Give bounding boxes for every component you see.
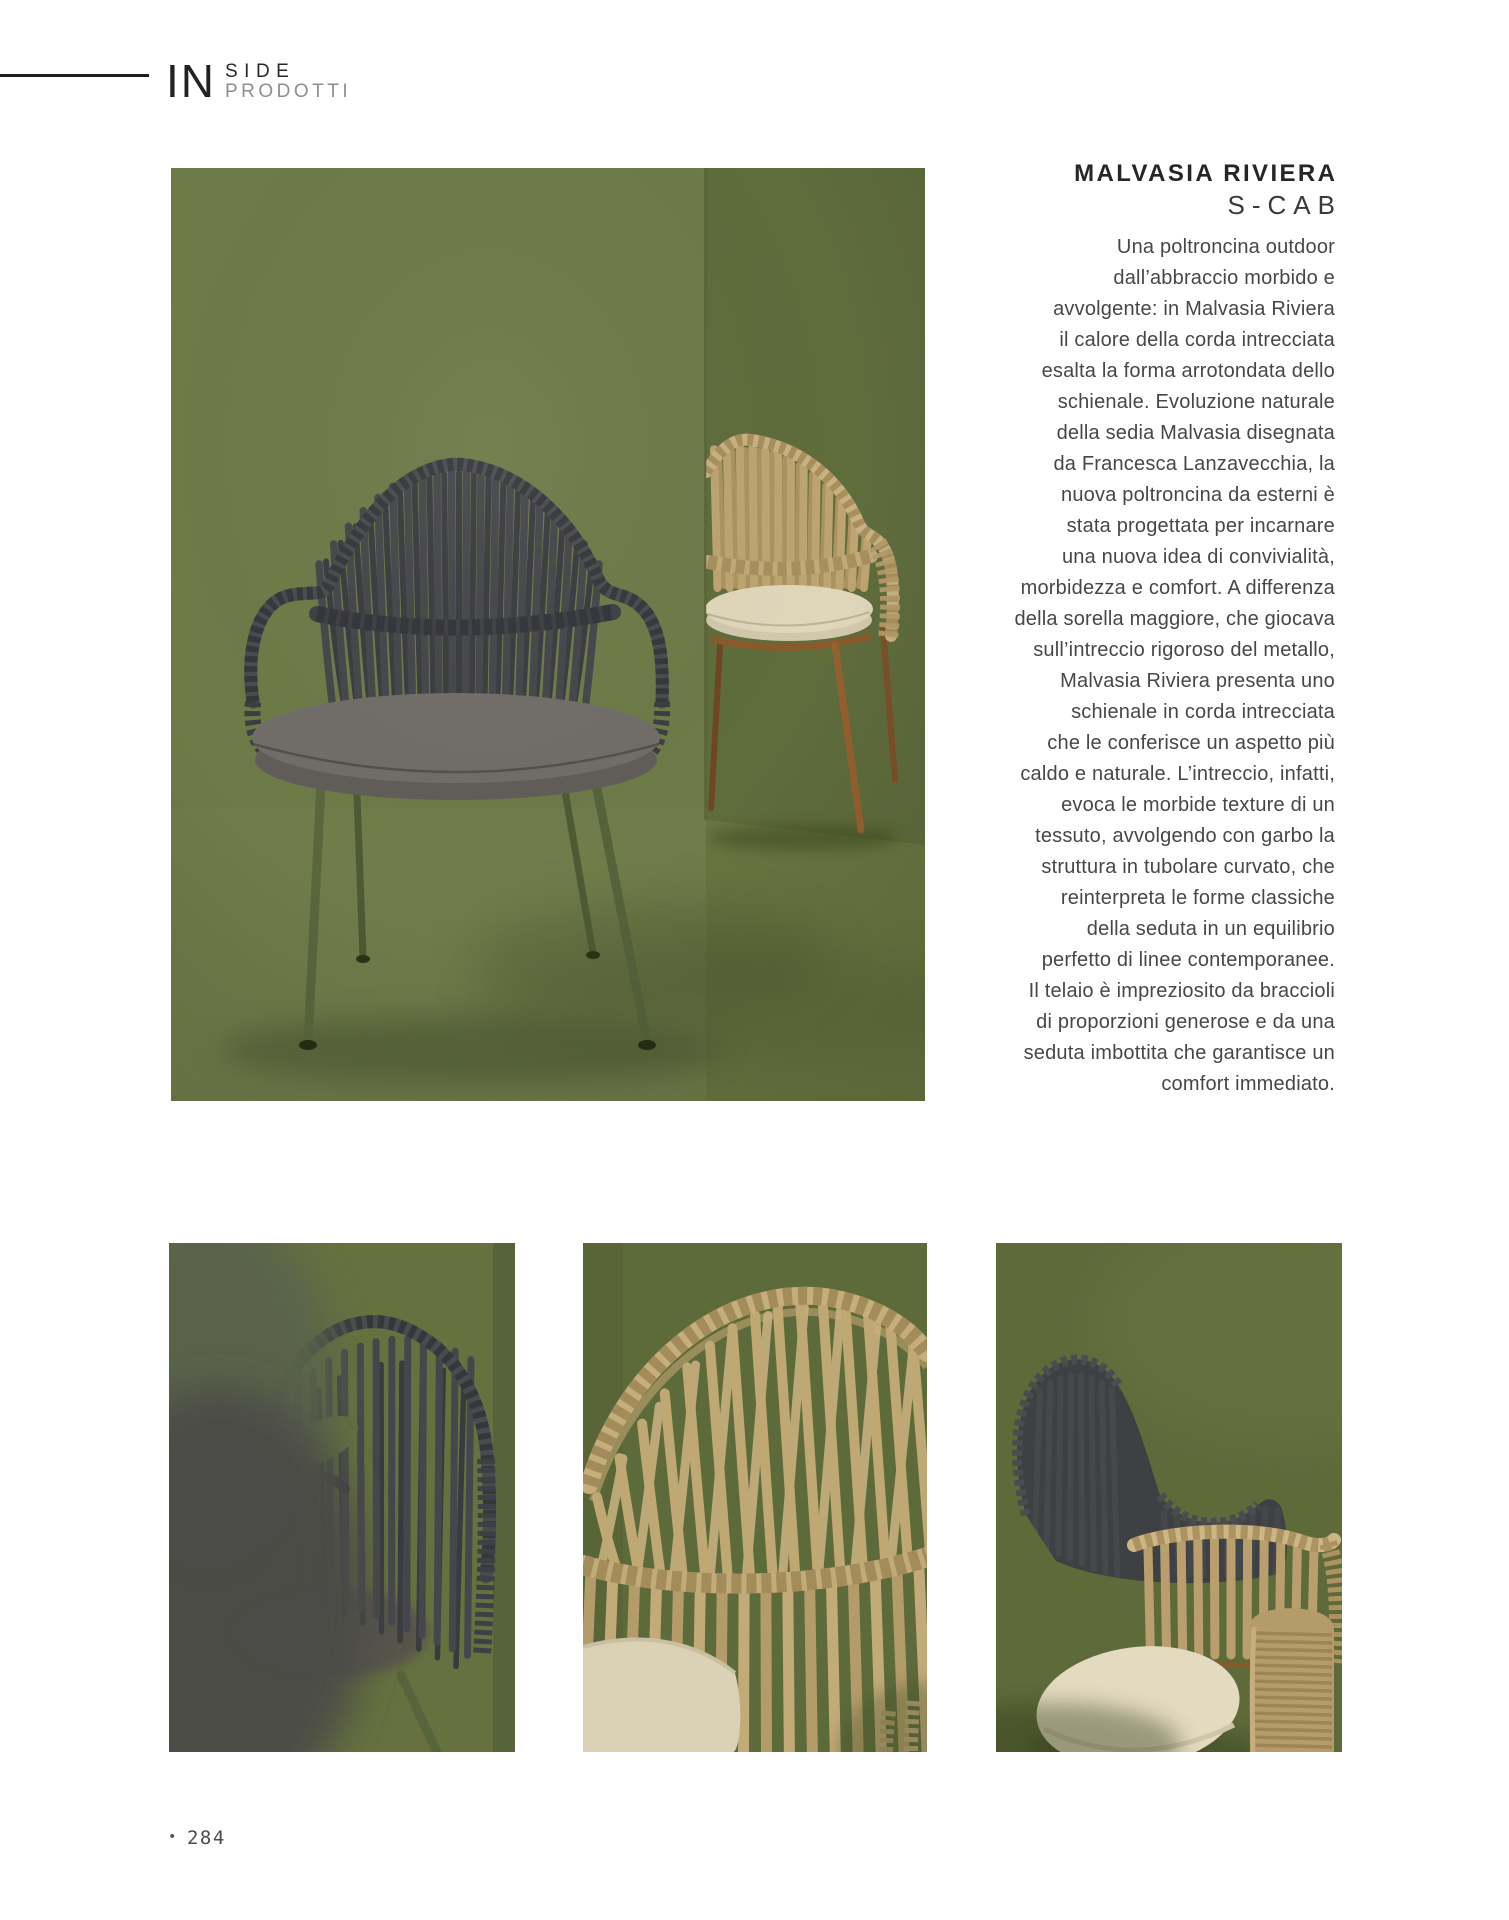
page-number: 284 bbox=[186, 1827, 226, 1849]
article-body-line: che le conferisce un aspetto più bbox=[1047, 732, 1335, 754]
article-body-line: il calore della corda intrecciata bbox=[1059, 329, 1335, 351]
article-body-line: avvolgente: in Malvasia Riviera bbox=[1053, 298, 1335, 320]
brand-in: IN bbox=[166, 55, 216, 107]
article-body-line: Una poltroncina outdoor bbox=[1116, 236, 1335, 258]
detail-photo-nested-chairs bbox=[996, 1243, 1342, 1752]
detail-3-illustration bbox=[996, 1243, 1342, 1752]
article-body bbox=[905, 232, 1335, 1100]
article-body-line: Il telaio è impreziosito da braccioli bbox=[1028, 980, 1335, 1002]
article-body-line: di proporzioni generose e da una bbox=[1036, 1011, 1335, 1033]
article-body-line: dall’abbraccio morbido e bbox=[1113, 267, 1335, 289]
article-body-line: seduta imbottita che garantisce un bbox=[1023, 1042, 1335, 1064]
brand-logo bbox=[166, 55, 352, 107]
brand-side: SIDE bbox=[225, 61, 296, 82]
article-body-line: struttura in tubolare curvato, che bbox=[1041, 856, 1335, 878]
article-body-line: della sorella maggiore, che giocava bbox=[1014, 608, 1335, 630]
main-photo bbox=[171, 168, 925, 1101]
article-body-line: nuova poltroncina da esterni è bbox=[1061, 484, 1335, 506]
detail-2-illustration bbox=[583, 1243, 927, 1752]
article-body-line: schienale. Evoluzione naturale bbox=[1057, 391, 1335, 413]
detail-photo-charcoal bbox=[169, 1243, 515, 1752]
detail-photo-beige-weave bbox=[583, 1243, 927, 1752]
article-body-line: tessuto, avvolgendo con garbo la bbox=[1035, 825, 1335, 847]
article-body-line: morbidezza e comfort. A differenza bbox=[1020, 577, 1335, 599]
article-body-line: perfetto di linee contemporanee. bbox=[1041, 949, 1335, 971]
article-body-line: della seduta in un equilibrio bbox=[1086, 918, 1335, 940]
article-brand: S-CAB bbox=[1227, 190, 1342, 220]
article-body-line: caldo e naturale. L’intreccio, infatti, bbox=[1020, 763, 1335, 785]
page-number-bullet: • bbox=[168, 1829, 178, 1845]
article-body-line: una nuova idea di convivialità, bbox=[1061, 546, 1335, 568]
article-body-line: esalta la forma arrotondata dello bbox=[1041, 360, 1335, 382]
article-column bbox=[905, 160, 1342, 1100]
article-body-line: reinterpreta le forme classiche bbox=[1060, 887, 1335, 909]
article-body-line: schienale in corda intrecciata bbox=[1071, 701, 1335, 723]
article-body-line: sull’intreccio rigoroso del metallo, bbox=[1033, 639, 1335, 661]
article-body-line: comfort immediato. bbox=[1161, 1073, 1335, 1095]
article-body-line: Malvasia Riviera presenta uno bbox=[1060, 670, 1335, 692]
article-title: MALVASIA RIVIERA bbox=[1074, 160, 1338, 187]
masthead-rule bbox=[0, 74, 149, 77]
article-body-line: da Francesca Lanzavecchia, la bbox=[1053, 453, 1335, 475]
beige-armrest-coil bbox=[1250, 1608, 1334, 1752]
main-photo-illustration bbox=[171, 168, 925, 1101]
brand-sub bbox=[225, 62, 351, 101]
page-footer bbox=[168, 1827, 226, 1849]
article-body-line: evoca le morbide texture di un bbox=[1061, 794, 1335, 816]
article-body-line: della sedia Malvasia disegnata bbox=[1056, 422, 1335, 444]
detail-1-illustration bbox=[169, 1243, 515, 1752]
brand-prodotti: PRODOTTI bbox=[225, 81, 352, 102]
article-body-line: stata progettata per incarnare bbox=[1066, 515, 1335, 537]
